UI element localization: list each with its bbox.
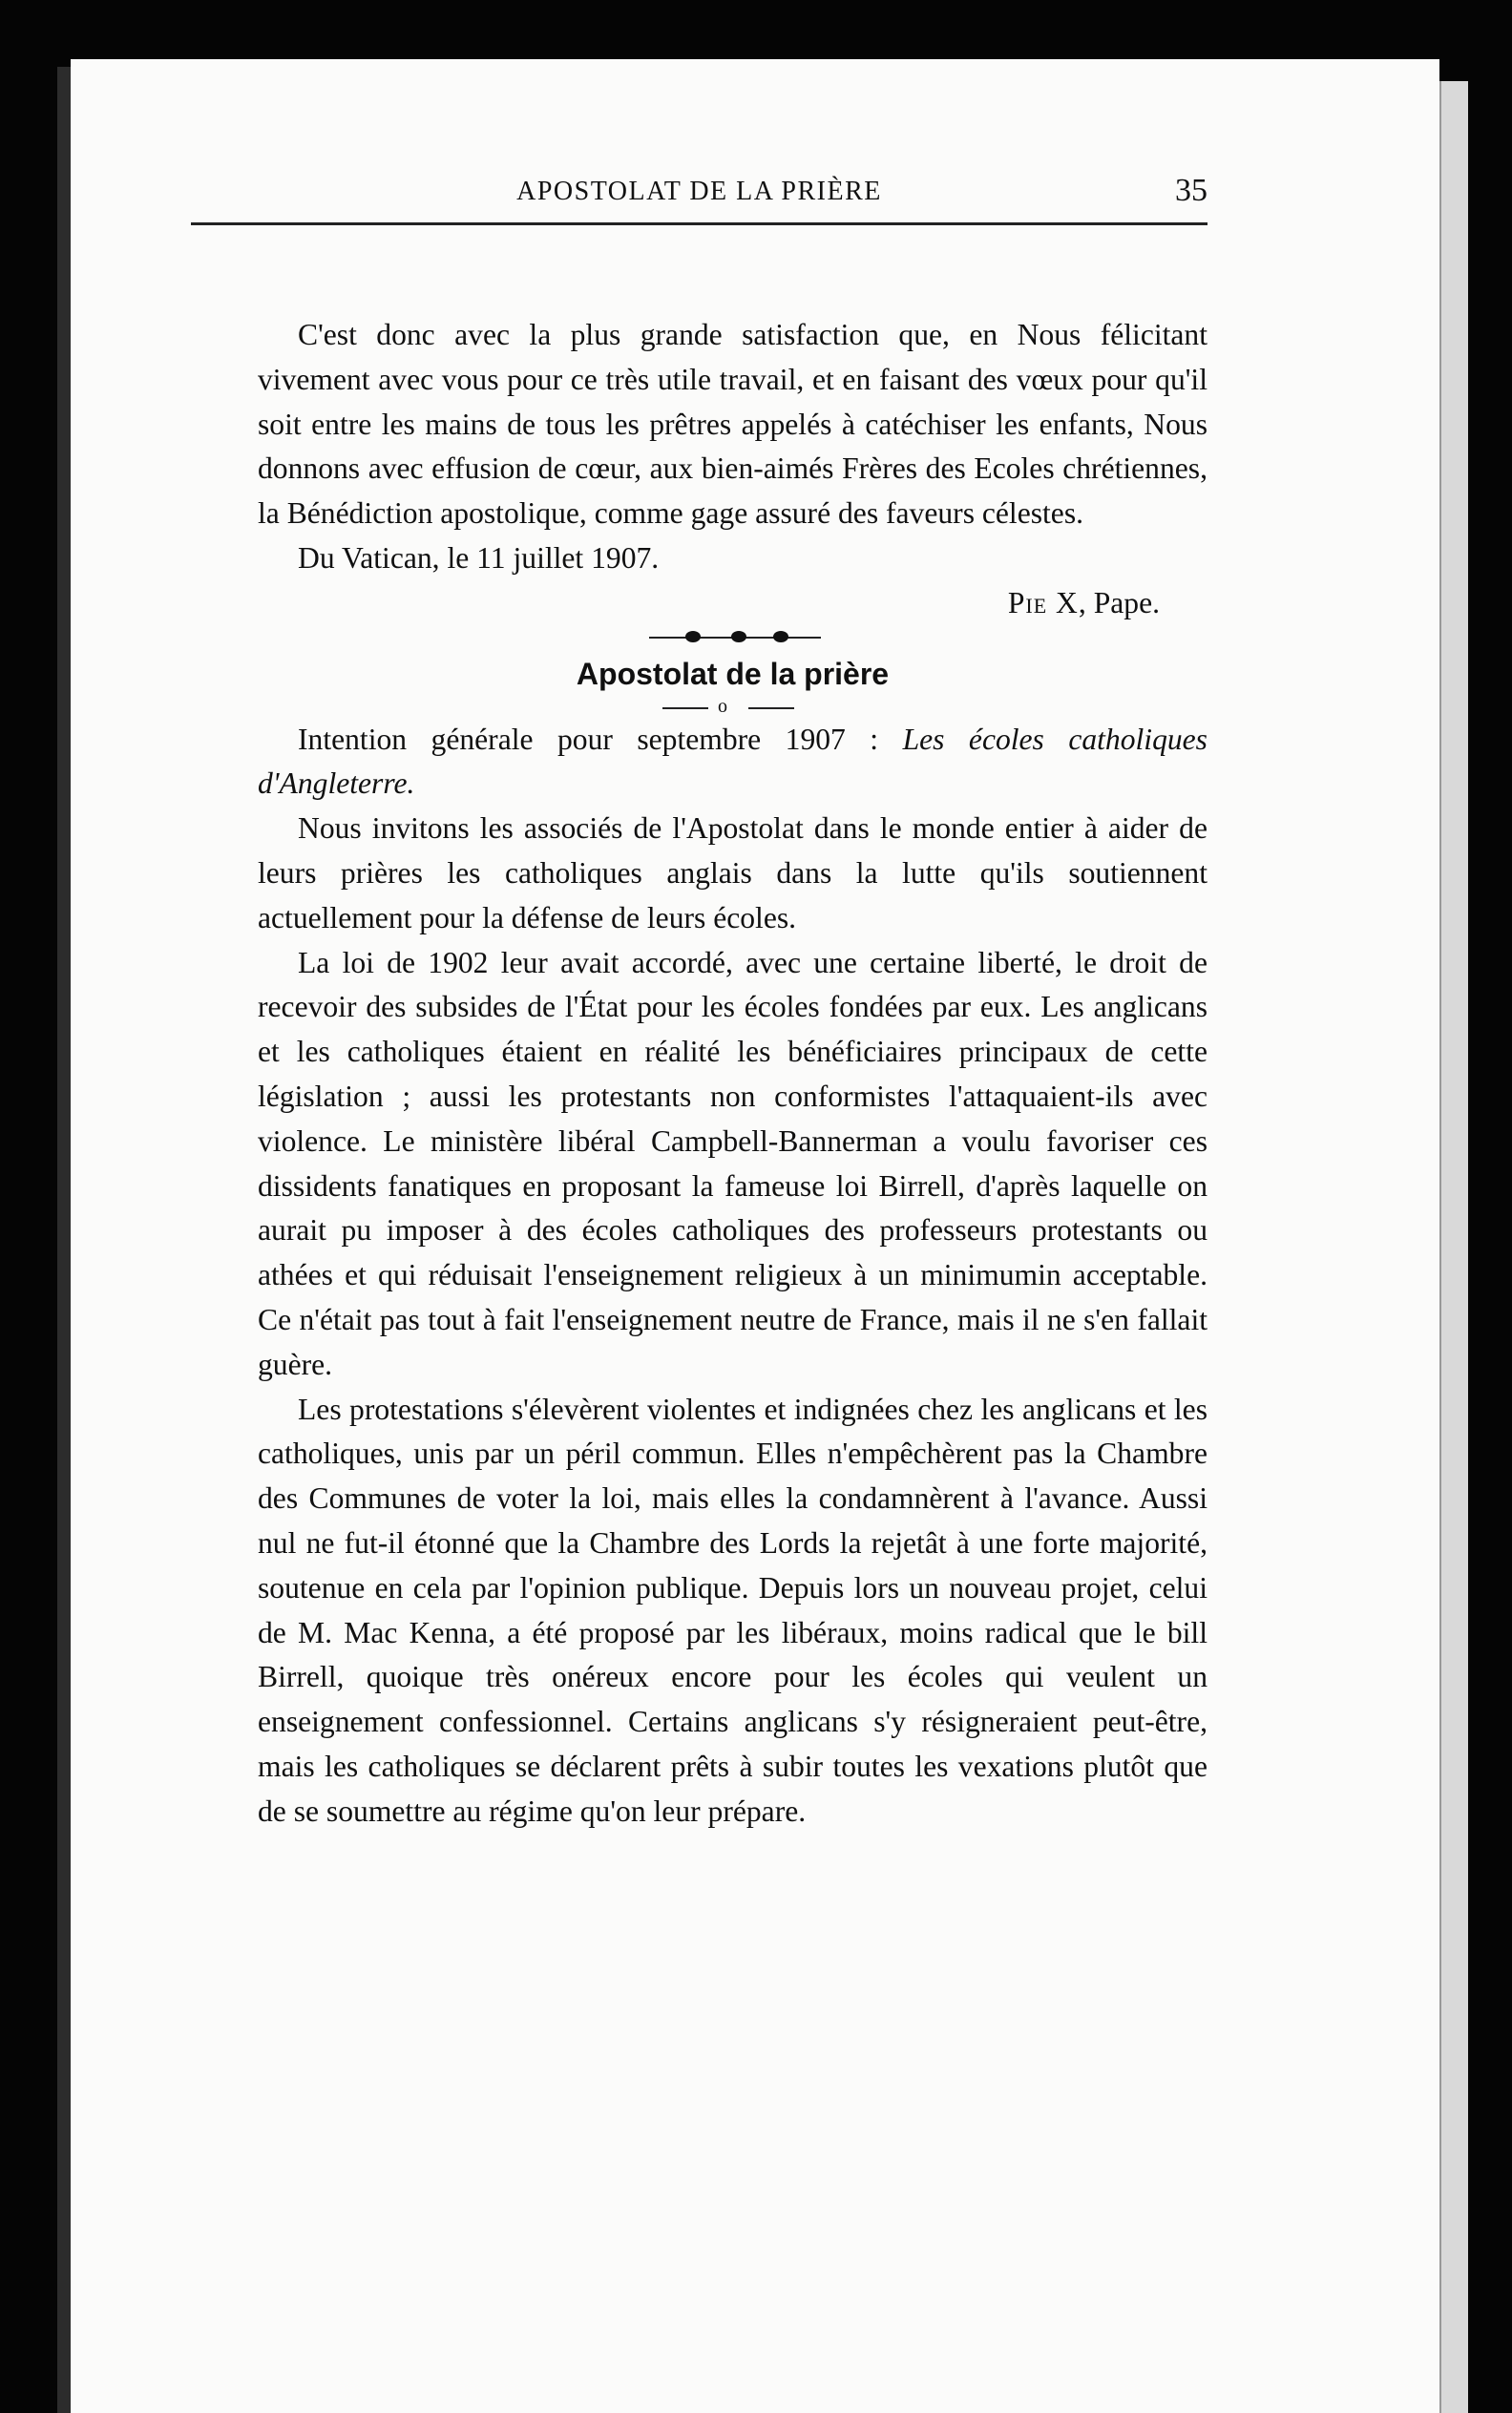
ornament-dot <box>685 631 701 642</box>
body-paragraph-2: La loi de 1902 leur avait accordé, avec une certaine liberté, le droit de recevoir des subsides de l'État pour les écoles fondées par eux. Les anglicans et les catholiques étaient en réalité les bénéficiaires principaux de cette législation ; aussi les protestants non conformistes l'attaquaient-ils avec violence. Le ministère libéral Campbell-Bannerman a voulu favoriser ces dissidents fanatiques en proposant la fameuse loi Birrell, d'après laquelle on aurait pu imposer à des écoles catholiques des professeurs protestants ou athées et qui réduisait l'enseignement religieux à un minimumin acceptable. Ce n'était pas tout à fait l'enseignement neutre de France, mais il ne s'en fallait guère. <box>258 945 1208 1381</box>
body-paragraph-3: Les protestations s'élevèrent violentes et indignées chez les anglicans et les catholiques, unis par un péril commun. Elles n'empêchèrent pas la Chambre des Communes de voter la loi, mais elles la condamnèrent à l'avance. Aussi nul ne fut-il étonné que la Chambre des Lords la rejetât à une forte majorité, soutenue en cela par l'opinion publique. Depuis lors un nouveau projet, celui de M. Mac Kenna, a été proposé par les libéraux, moins radical que le bill Birrell, quoique très onéreux encore pour les écoles qui veulent un enseignement confessionnel. Certains anglicans s'y résigneraient peut-être, mais les catholiques se déclarent prêts à subir toutes les vexations plutôt que de se soumettre au régime qu'on leur prépare. <box>258 1392 1208 1828</box>
running-title: APOSTOLAT DE LA PRIÈRE <box>516 177 882 206</box>
body-paragraph-1: Nous invitons les associés de l'Apostolat dans le monde entier à aider de leurs prières les catholiques anglais dans la lutte qu'ils soutiennent actuellement pour la défense de leurs écoles. <box>258 811 1208 934</box>
ornament-dot <box>773 631 788 642</box>
section-ornament <box>258 628 1208 647</box>
letter-closing-paragraph: C'est donc avec la plus grande satisfaction que, en Nous félicitant vivement avec vous pour ce très utile travail, et en faisant des vœux pour qu'il soit entre les mains de tous les prêtres appelés à catéchiser les enfants, Nous donnons avec effusion de cœur, aux bien-aimés Frères des Ecoles chrétiennes, la Bénédiction apostolique, comme gage assuré des faveurs célestes. <box>258 318 1208 531</box>
ornament-dot <box>731 631 746 642</box>
dateline: Du Vatican, le 11 juillet 1907. <box>298 540 660 575</box>
header-rule <box>191 222 1208 225</box>
page-number: 35 <box>1175 173 1208 208</box>
intention-paragraph <box>258 718 1208 808</box>
title-ornament <box>258 697 1208 718</box>
intention-label: Intention générale pour septembre 1907 : <box>298 722 903 756</box>
signature <box>258 581 1208 626</box>
ornament-line <box>662 707 708 709</box>
signature-title: , Pape. <box>1078 585 1160 619</box>
section-title: Apostolat de la prière <box>576 656 890 691</box>
left-page-edge <box>57 67 71 2413</box>
signature-name: Pie X <box>1007 585 1079 619</box>
right-page-edge <box>1439 81 1468 2413</box>
ornament-line <box>748 707 794 709</box>
ornament-circle: o <box>718 695 727 717</box>
intention-subject: Les écoles catholiques d'Angleterre. <box>258 722 1208 801</box>
running-header <box>191 173 1208 234</box>
body-text <box>258 313 1208 1835</box>
